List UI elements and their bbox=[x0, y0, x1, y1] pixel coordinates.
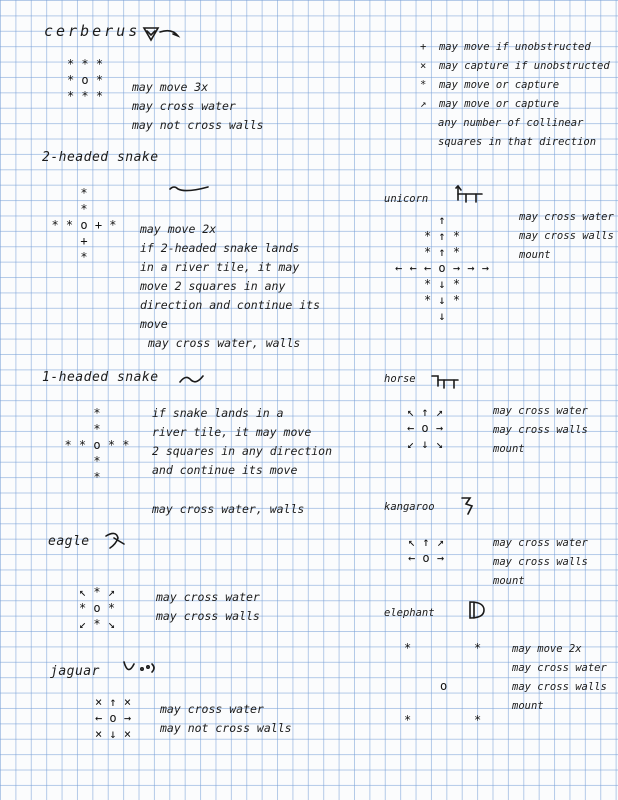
unicorn-grid-row: * ↓ * bbox=[423, 293, 461, 307]
elephant-corner-tl: * bbox=[404, 641, 412, 655]
horse-move-grid bbox=[394, 404, 456, 452]
note-line: and continue its move bbox=[152, 463, 298, 477]
horse-notes bbox=[493, 402, 588, 459]
kangaroo-notes bbox=[493, 534, 588, 591]
cerberus-notes bbox=[132, 78, 264, 135]
eagle-grid-row: ↙ * ↘ bbox=[78, 617, 116, 631]
unicorn-title: unicorn bbox=[384, 193, 429, 205]
note-line: mount bbox=[519, 249, 551, 261]
cerberus-move-grid bbox=[55, 56, 115, 104]
snake2-grid-row: * bbox=[80, 250, 88, 264]
jaguar-symbol-icon bbox=[122, 658, 158, 678]
cerberus-symbol-icon bbox=[140, 24, 182, 46]
horse-grid-row: ↖ ↑ ↗ bbox=[406, 405, 444, 419]
note-line: 2 squares in any direction bbox=[152, 444, 333, 458]
elephant-notes bbox=[512, 640, 607, 716]
unicorn-grid-row: ↑ bbox=[438, 213, 446, 227]
legend-item bbox=[420, 57, 610, 76]
jaguar-grid-row: × ↓ × bbox=[94, 727, 132, 741]
legend bbox=[420, 38, 610, 152]
legend-text: may move if unobstructed bbox=[438, 41, 591, 53]
note-line: may move 2x bbox=[140, 222, 217, 236]
cerberus-grid-row: * * * bbox=[66, 57, 104, 71]
note-line: may cross water bbox=[493, 405, 588, 417]
snake2-notes bbox=[140, 220, 320, 353]
snake1-notes bbox=[152, 404, 332, 480]
jaguar-grid-row: ← o → bbox=[94, 711, 132, 725]
unicorn-grid-row: ← ← ← o → → → bbox=[395, 261, 489, 275]
snake1-grid-row: * bbox=[93, 470, 101, 484]
unicorn-grid-row: * ↑ * bbox=[423, 245, 461, 259]
elephant-corner-bl: * bbox=[404, 713, 412, 727]
snake1-grid-row: * * o * * bbox=[64, 438, 130, 452]
note-line: mount bbox=[493, 575, 525, 587]
snake2-title: 2-headed snake bbox=[42, 150, 159, 165]
note-line: mount bbox=[493, 443, 525, 455]
snake1-note-last: may cross water, walls bbox=[152, 502, 305, 516]
note-line: river tile, it may move bbox=[152, 425, 312, 439]
note-line: may cross water, walls bbox=[148, 336, 301, 350]
note-line: may cross water bbox=[160, 702, 264, 716]
elephant-title: elephant bbox=[384, 607, 435, 619]
unicorn-grid-row: * ↑ * bbox=[423, 229, 461, 243]
kangaroo-move-grid bbox=[396, 534, 456, 566]
eagle-notes bbox=[156, 588, 260, 626]
note-line: may cross walls bbox=[493, 556, 588, 568]
snake1-move-grid bbox=[52, 405, 142, 485]
snake1-grid-row: * bbox=[93, 422, 101, 436]
note-line: may cross water bbox=[512, 662, 607, 674]
note-line: if snake lands in a bbox=[152, 406, 284, 420]
kangaroo-grid-row: ← o → bbox=[407, 551, 445, 565]
legend-text: may move or capture bbox=[438, 98, 560, 110]
note-line: may cross water bbox=[519, 211, 614, 223]
elephant-corner-br: * bbox=[474, 713, 482, 727]
unicorn-move-grid bbox=[372, 212, 512, 324]
jaguar-title: jaguar bbox=[50, 664, 100, 679]
snake1-symbol-icon bbox=[178, 372, 206, 386]
note-line: may cross walls bbox=[512, 681, 607, 693]
eagle-move-grid bbox=[64, 584, 130, 632]
note-line: move bbox=[140, 317, 168, 331]
eagle-grid-row: ↖ * ↗ bbox=[78, 585, 116, 599]
note-line: may cross walls bbox=[156, 609, 260, 623]
note-line: may move 3x bbox=[132, 80, 209, 94]
note-line: may cross water bbox=[493, 537, 588, 549]
elephant-corner-tr: * bbox=[474, 641, 482, 655]
unicorn-notes bbox=[519, 208, 614, 265]
note-line: if 2-headed snake lands bbox=[140, 241, 300, 255]
elephant-symbol-icon bbox=[462, 598, 488, 622]
snake1-grid-row: * bbox=[93, 454, 101, 468]
legend-symbol: * bbox=[420, 79, 427, 91]
note-line: may not cross walls bbox=[160, 721, 292, 735]
legend-text: may capture if unobstructed bbox=[438, 60, 610, 72]
legend-continuation: squares in that direction bbox=[438, 136, 597, 148]
legend-text: may move or capture bbox=[438, 79, 560, 91]
legend-item bbox=[420, 76, 610, 95]
snake2-grid-row: * bbox=[80, 186, 88, 200]
note-line: may not cross walls bbox=[132, 118, 264, 132]
legend-symbol: × bbox=[420, 60, 427, 72]
cerberus-grid-row: * * * bbox=[66, 89, 104, 103]
horse-grid-row: ↙ ↓ ↘ bbox=[406, 437, 444, 451]
eagle-symbol-icon bbox=[100, 530, 128, 554]
legend-item bbox=[420, 95, 610, 114]
horse-symbol-icon bbox=[430, 372, 462, 390]
note-line: may cross water bbox=[132, 99, 236, 113]
cerberus-title: cerberus bbox=[44, 22, 141, 40]
snake2-grid-row: * bbox=[80, 202, 88, 216]
note-line: may cross water bbox=[156, 590, 260, 604]
elephant-center: o bbox=[440, 679, 448, 693]
note-line: in a river tile, it may bbox=[140, 260, 300, 274]
note-line: move 2 squares in any bbox=[140, 279, 286, 293]
eagle-grid-row: * o * bbox=[78, 601, 116, 615]
snake2-symbol-icon bbox=[168, 183, 212, 197]
snake2-grid-row: * * o + * bbox=[51, 218, 117, 232]
legend-symbol: ↗ bbox=[420, 98, 427, 110]
cerberus-grid-row: * o * bbox=[66, 73, 104, 87]
note-line: may move 2x bbox=[512, 643, 582, 655]
horse-title: horse bbox=[384, 373, 416, 385]
note-line: mount bbox=[512, 700, 544, 712]
kangaroo-symbol-icon bbox=[458, 494, 480, 518]
legend-continuation: any number of collinear bbox=[438, 117, 584, 129]
kangaroo-title: kangaroo bbox=[384, 501, 435, 513]
horse-grid-row: ← o → bbox=[406, 421, 444, 435]
note-line: direction and continue its bbox=[140, 298, 321, 312]
kangaroo-grid-row: ↖ ↑ ↗ bbox=[407, 535, 445, 549]
eagle-title: eagle bbox=[48, 534, 90, 549]
unicorn-grid-row: * ↓ * bbox=[423, 277, 461, 291]
note-line: may cross walls bbox=[493, 424, 588, 436]
snake2-grid-row: + bbox=[80, 234, 88, 248]
jaguar-move-grid bbox=[80, 694, 146, 742]
unicorn-symbol-icon bbox=[452, 184, 488, 204]
legend-item bbox=[420, 38, 610, 57]
snake1-grid-row: * bbox=[93, 406, 101, 420]
note-line: may cross walls bbox=[519, 230, 614, 242]
legend-symbol: + bbox=[420, 41, 427, 53]
unicorn-grid-row: ↓ bbox=[438, 309, 446, 323]
jaguar-notes bbox=[160, 700, 292, 738]
snake2-move-grid bbox=[36, 185, 132, 265]
jaguar-grid-row: × ↑ × bbox=[94, 695, 132, 709]
snake1-title: 1-headed snake bbox=[42, 370, 159, 385]
